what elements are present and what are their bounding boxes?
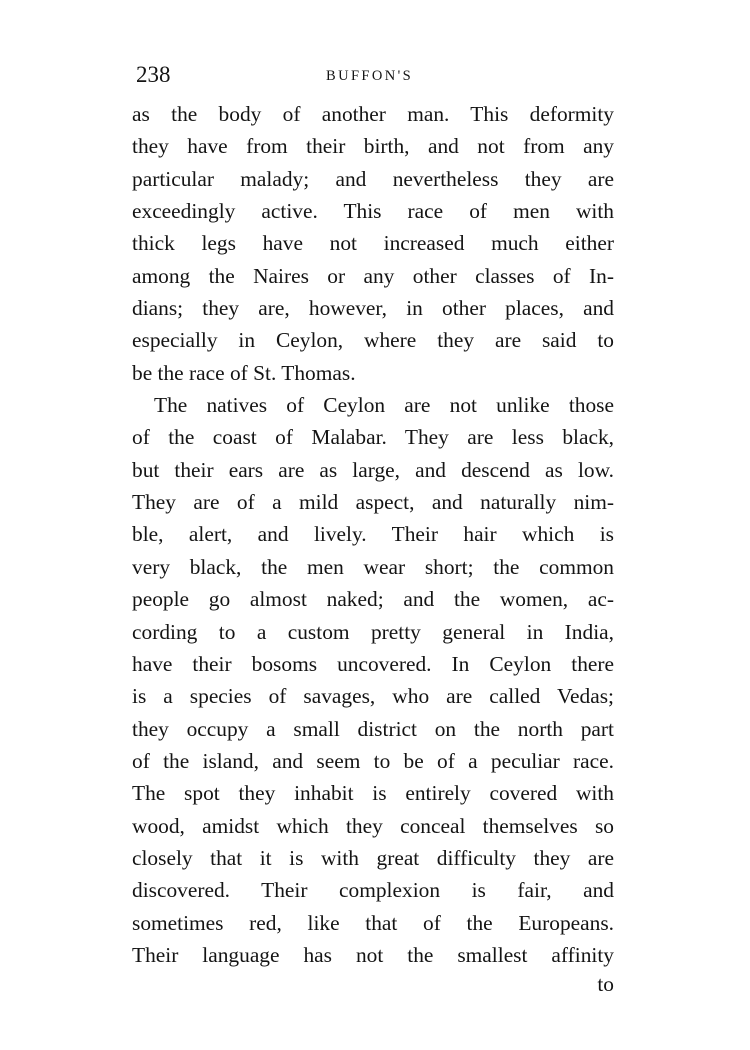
text-line: They are of a mild aspect, and naturally nim- [132,490,614,515]
text-line: is a species of savages, who are called Vedas; [132,684,614,709]
text-line: they occupy a small district on the north part [132,716,614,741]
text-line: very black, the men wear short; the common [132,554,614,579]
text-line: among the Naires or any other classes of In- [132,263,614,288]
text-line: cording to a custom pretty general in India, [132,619,614,644]
text-line: closely that it is with great difficulty they are [132,845,614,870]
text-line: of the coast of Malabar. They are less black, [132,425,614,450]
text-line: exceedingly active. This race of men with [132,199,614,224]
text-line: The natives of Ceylon are not unlike those [154,393,614,418]
text-line: of the island, and seem to be of a peculiar race. [132,748,614,773]
text-line: dians; they are, however, in other places, and [132,296,614,321]
page-number: 238 [136,62,171,87]
text-line: they have from their birth, and not from any [132,134,614,159]
text-line: but their ears are as large, and descend as low. [132,457,614,482]
running-head: BUFFON'S [326,68,414,84]
text-line: discovered. Their complexion is fair, and [132,878,614,903]
text-line: Their language has not the smallest affinity [132,942,614,967]
text-line: particular malady; and nevertheless they are [132,166,614,191]
text-line: people go almost naked; and the women, ac- [132,587,614,612]
text-line: have their bosoms uncovered. In Ceylon there [132,651,614,676]
text-line: especially in Ceylon, where they are said to [132,328,614,353]
text-line: The spot they inhabit is entirely covered with [132,781,614,806]
text-line: wood, amidst which they conceal themselves so [132,813,614,838]
page-header [132,60,614,90]
text-line: as the body of another man. This deformity [132,102,614,126]
text-line: be the race of St. Thomas. [132,360,356,385]
text-line: ble, alert, and lively. Their hair which is [132,522,614,547]
text-line: thick legs have not increased much either [132,231,614,256]
text-line: sometimes red, like that of the Europeans. [132,910,614,935]
catchword: to [597,972,614,996]
body-text [132,98,614,971]
